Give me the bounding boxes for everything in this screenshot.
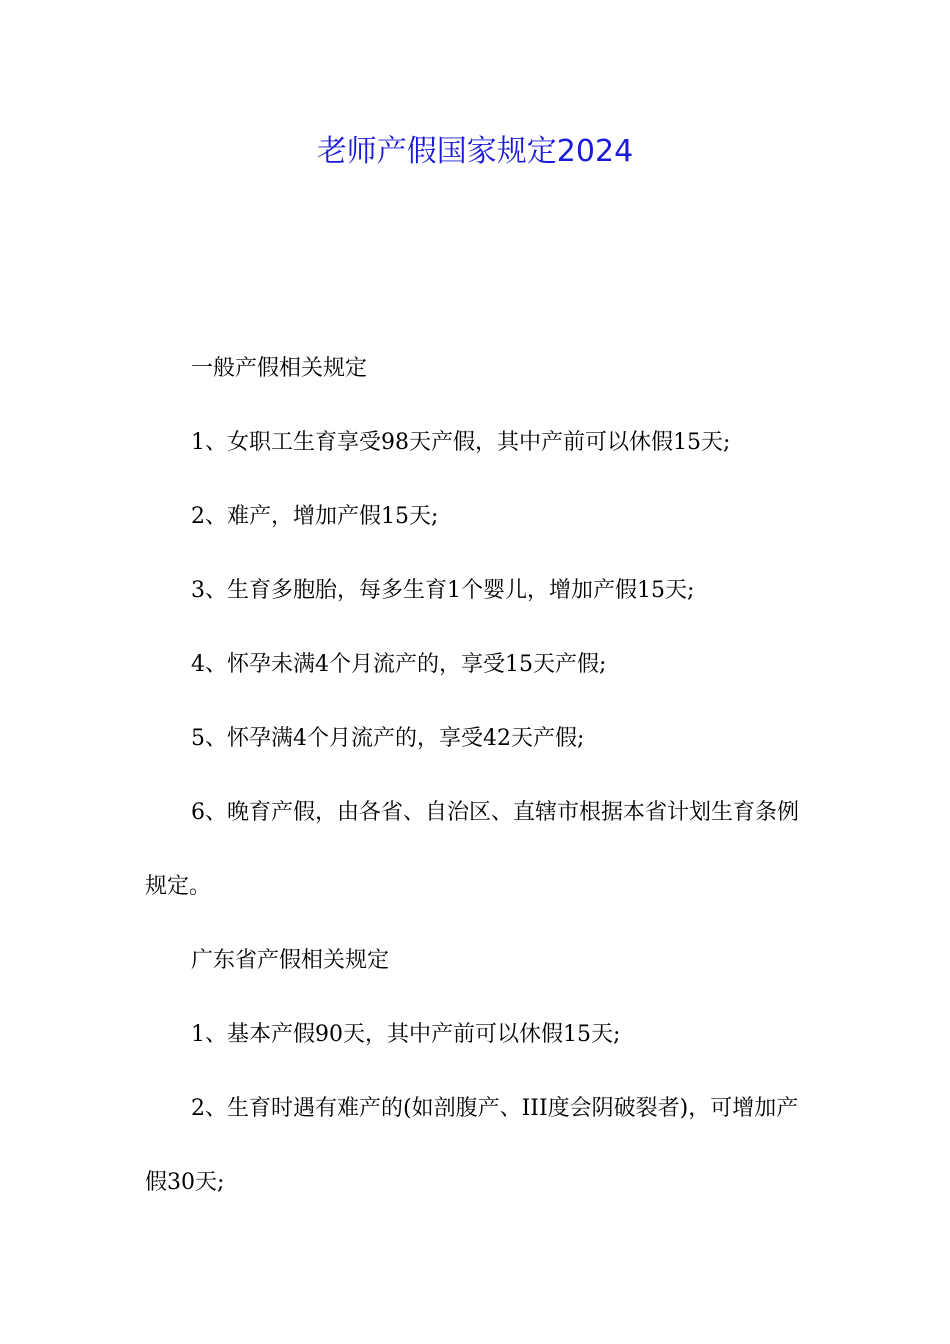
guangdong-rule-2: 2、生育时遇有难产的(如剖腹产、III度会阴破裂者)，可增加产假30天;: [145, 1096, 799, 1195]
section-heading-guangdong: 广东省产假相关规定: [191, 948, 390, 973]
general-rule-4: 4、怀孕未满4个月流产的，享受15天产假;: [191, 652, 607, 677]
general-rule-6: 6、晚育产假，由各省、自治区、直辖市根据本省计划生育条例规定。: [145, 800, 799, 899]
general-rule-2: 2、难产，增加产假15天;: [191, 504, 439, 529]
guangdong-rule-1: 1、基本产假90天，其中产前可以休假15天;: [191, 1022, 621, 1047]
general-rule-1: 1、女职工生育享受98天产假，其中产前可以休假15天;: [191, 430, 731, 455]
document-body: [145, 332, 810, 1220]
document-title: 老师产假国家规定2024: [316, 134, 634, 169]
general-rule-3: 3、生育多胞胎，每多生育1个婴儿，增加产假15天;: [191, 578, 695, 603]
section-heading-general: 一般产假相关规定: [191, 356, 368, 381]
general-rule-5: 5、怀孕满4个月流产的，享受42天产假;: [191, 726, 585, 751]
